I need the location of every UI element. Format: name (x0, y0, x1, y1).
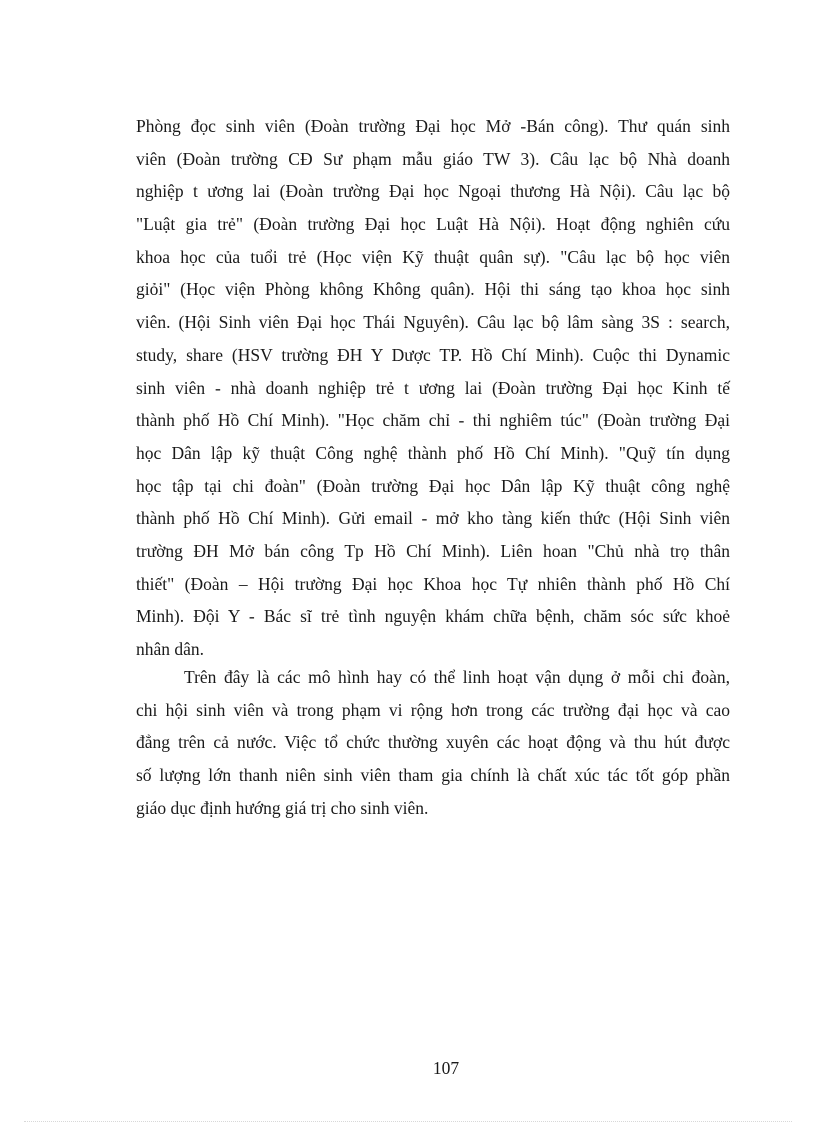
text-line: nhân dân. (136, 639, 205, 659)
text-line: Trên đây là các mô hình hay có thể linh hoạt vận dụng ở mỗi chi đoàn, (184, 667, 730, 687)
text-line: học Dân lập kỹ thuật Công nghệ thành phố Hồ Chí Minh). "Quỹ tín dụng (136, 442, 730, 463)
text-line: sinh viên - nhà doanh nghiệp trẻ t ương lai (Đoàn trường Đại học Kinh tế (136, 377, 730, 398)
text-line: đẳng trên cả nước. Việc tổ chức thường xuyên các hoạt động và thu hút được (136, 732, 730, 753)
text-line: giáo dục định hướng giá trị cho sinh viên. (136, 797, 429, 818)
text-line: Phòng đọc sinh viên (Đoàn trường Đại học Mở -Bán công). Thư quán sinh (136, 116, 730, 136)
page-bottom-divider (24, 1121, 792, 1122)
text-line: "Luật gia trẻ" (Đoàn trường Đại học Luật Hà Nội). Hoạt động nghiên cứu (136, 214, 730, 235)
text-line: thiết" (Đoàn – Hội trường Đại học Khoa học Tự nhiên thành phố Hồ Chí (136, 573, 730, 594)
text-line: học tập tại chi đoàn" (Đoàn trường Đại học Dân lập Kỹ thuật công nghệ (136, 475, 730, 496)
text-line: thành phố Hồ Chí Minh). Gửi email - mở kho tàng kiến thức (Hội Sinh viên (136, 508, 730, 529)
paragraph-conclusion (136, 661, 730, 824)
text-line: số lượng lớn thanh niên sinh viên tham gia chính là chất xúc tác tốt góp phần (136, 765, 730, 786)
text-line: study, share (HSV trường ĐH Y Dược TP. Hồ Chí Minh). Cuộc thi Dynamic (136, 344, 730, 365)
page-number: 107 (432, 1058, 460, 1078)
text-line: viên (Đoàn trường CĐ Sư phạm mẫu giáo TW 3). Câu lạc bộ Nhà doanh (136, 148, 730, 169)
text-line: nghiệp t ương lai (Đoàn trường Đại học Ngoại thương Hà Nội). Câu lạc bộ (136, 181, 730, 202)
text-line: Minh). Đội Y - Bác sĩ trẻ tình nguyện khám chữa bệnh, chăm sóc sức khoẻ (136, 606, 730, 627)
text-line: khoa học của tuổi trẻ (Học viện Kỹ thuật quân sự). "Câu lạc bộ học viên (136, 246, 730, 267)
text-line: chi hội sinh viên và trong phạm vi rộng hơn trong các trường đại học và cao (136, 699, 730, 720)
text-line: thành phố Hồ Chí Minh). "Học chăm chỉ - thi nghiêm túc" (Đoàn trường Đại (136, 410, 730, 431)
text-line: viên. (Hội Sinh viên Đại học Thái Nguyên). Câu lạc bộ lâm sàng 3S : search, (136, 312, 730, 333)
paragraph-models-list (136, 110, 730, 666)
text-line: giỏi" (Học viện Phòng không Không quân). Hội thi sáng tạo khoa học sinh (136, 279, 730, 300)
text-line: trường ĐH Mở bán công Tp Hồ Chí Minh). Liên hoan "Chủ nhà trọ thân (136, 540, 730, 561)
